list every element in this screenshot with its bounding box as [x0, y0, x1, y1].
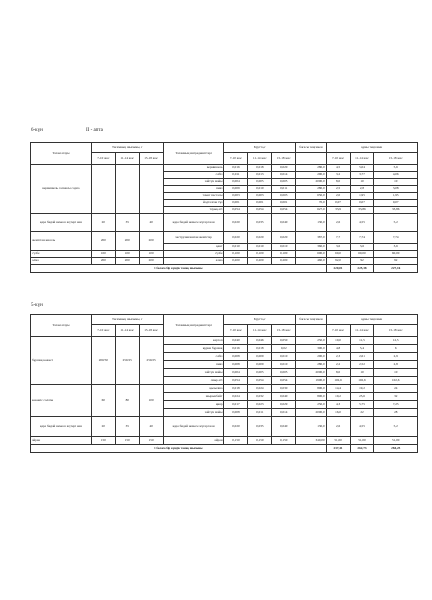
cost-cell: 4,3: [326, 401, 350, 409]
brutto-cell: 0,010: [272, 361, 296, 369]
price-cell: 627,0: [296, 207, 326, 214]
header-brutto: Брутто,г: [224, 315, 296, 325]
dish-name: сүзбе: [31, 251, 92, 258]
cost-cell: 11,5: [350, 337, 374, 345]
brutto-cell: 0,001: [272, 200, 296, 207]
cost-cell: 102,6: [326, 377, 350, 385]
cost-cell: 10: [374, 369, 418, 377]
portion-cell: 60: [91, 385, 115, 417]
brutto-cell: 0,200: [272, 258, 296, 265]
ingredient: шырынбайт: [163, 393, 224, 401]
cost-cell: 51,00: [350, 437, 374, 445]
brutto-cell: 0,001: [248, 200, 272, 207]
price-cell: 2000,0: [296, 409, 326, 417]
brutto-cell: 0,005: [272, 369, 296, 377]
cost-cell: 33,9: [326, 207, 350, 214]
dish-name: алма: [31, 258, 92, 265]
brutto-cell: 0,005: [272, 179, 296, 186]
cost-cell: 14,4: [326, 385, 350, 393]
cost-cell: 92: [350, 258, 374, 265]
day6-week-label: II - апта: [86, 128, 103, 133]
brutto-cell: 0,010: [272, 353, 296, 361]
header-dish: Тағам атауы: [31, 315, 92, 337]
brutto-cell: 0,016: [224, 345, 248, 353]
brutto-cell: 0,020: [224, 232, 248, 244]
cost-cell: 10: [350, 369, 374, 377]
brutto-cell: 0,003: [248, 193, 272, 200]
brutto-cell: 0,150: [272, 437, 296, 445]
price-cell: 280,0: [296, 165, 326, 172]
cost-cell: 10: [374, 179, 418, 186]
brutto-cell: 0,054: [224, 207, 248, 214]
ingredient: томат пастасы: [163, 193, 224, 200]
cost-cell: 60,0: [326, 251, 350, 258]
brutto-cell: 0,100: [224, 251, 248, 258]
ingredient: пияз: [163, 361, 224, 369]
ingredient: айран: [163, 437, 224, 445]
cost-cell: 3,6: [350, 244, 374, 251]
brutto-cell: 0,200: [224, 258, 248, 265]
cost-cell: 4,55: [350, 214, 374, 232]
price-cell: 340,00: [296, 437, 326, 445]
dish-name: вермишель салмасы сорпа: [31, 165, 92, 214]
brutto-cell: 0,010: [224, 244, 248, 251]
portion-cell: 40: [139, 214, 163, 232]
ingredient: зәйтүн майы: [163, 409, 224, 417]
cost-cell: 12,5: [374, 337, 418, 345]
price-cell: 800,0: [296, 393, 326, 401]
cost-cell: 33,86: [350, 207, 374, 214]
cost-cell: 2,52: [350, 361, 374, 369]
portion-cell: 200: [91, 232, 115, 251]
portion-cell: 250/25: [139, 337, 163, 385]
cost-cell: 5,6: [374, 165, 418, 172]
brutto-cell: 0,054: [248, 207, 272, 214]
brutto-cell: 0,005: [248, 179, 272, 186]
cost-cell: 2,8: [350, 186, 374, 193]
brutto-cell: 0,030: [272, 385, 296, 393]
dish-name: айран: [31, 437, 92, 445]
ingredient: йодталған тұз: [163, 200, 224, 207]
header-age-7-10: 7-10 жас: [91, 325, 115, 337]
header-brutto-7-10: 7-10 жас: [224, 325, 248, 337]
cost-cell: 10,0: [326, 337, 350, 345]
cost-cell: 7,25: [374, 401, 418, 409]
portion-cell: 35: [115, 214, 139, 232]
header-price: бағасы теңгемен: [296, 315, 326, 325]
cost-cell: 16,0: [326, 409, 350, 417]
cost-cell: 0,07: [350, 200, 374, 207]
portion-cell: 250/25: [115, 337, 139, 385]
cost-cell: 8,0: [326, 369, 350, 377]
portion-cell: 100: [139, 251, 163, 258]
price-cell: 280,0: [296, 186, 326, 193]
portion-cell: 20: [91, 417, 115, 437]
brutto-cell: 0,018: [248, 345, 272, 353]
brutto-cell: 0,035: [248, 417, 272, 437]
brutto-cell: 0,02: [272, 345, 296, 353]
brutto-cell: 0,050: [272, 337, 296, 345]
header-brutto-11-14: 11-14 жас: [248, 325, 272, 337]
brutto-cell: 0,003: [272, 193, 296, 200]
cost-cell: 60,00: [350, 251, 374, 258]
price-cell: 280,0: [296, 361, 326, 369]
cost-cell: 2,6: [326, 417, 350, 437]
ingredient: зәйтүн майы: [163, 179, 224, 186]
brutto-cell: 0,004: [224, 179, 248, 186]
brutto-cell: 0,008: [224, 409, 248, 417]
ingredient: тауық еті: [163, 207, 224, 214]
cost-cell: 19,2: [350, 385, 374, 393]
header-cost-7-10: 7-10 жас: [326, 325, 350, 337]
ingredient: картоп: [163, 337, 224, 345]
dish-name: қара бидай немесе жүгері нан: [31, 417, 92, 437]
cost-cell: 2,2: [326, 361, 350, 369]
brutto-cell: 0,150: [224, 437, 248, 445]
cost-cell: 7,74: [350, 232, 374, 244]
brutto-cell: 0,010: [248, 186, 272, 193]
brutto-cell: 0,009: [224, 186, 248, 193]
cost-cell: 1,95: [374, 193, 418, 200]
ingredient: вермишель: [163, 165, 224, 172]
brutto-cell: 0,011: [248, 409, 272, 417]
ingredient: қара бидай немесе жүгері нан: [163, 417, 224, 437]
header-cost-11-14: 11-14 жас: [350, 325, 374, 337]
cost-cell: 5,4: [350, 345, 374, 353]
brutto-cell: 0,040: [224, 337, 248, 345]
brutto-cell: 0,011: [224, 172, 248, 179]
brutto-cell: 0,011: [272, 186, 296, 193]
portion-cell: 150: [91, 437, 115, 445]
brutto-cell: 0,010: [272, 244, 296, 251]
cost-cell: 33,86: [374, 207, 418, 214]
price-cell: 2000,0: [296, 369, 326, 377]
brutto-cell: 0,013: [248, 172, 272, 179]
brutto-cell: 0,009: [248, 353, 272, 361]
cost-cell: 4,06: [374, 172, 418, 179]
cost-cell: 102,6: [350, 377, 374, 385]
cost-cell: 0,07: [374, 200, 418, 207]
price-cell: 250,0: [296, 401, 326, 409]
header-brutto-15-18: 15-18 жас: [272, 153, 296, 165]
header-cost-11-14: 11-14 жас: [350, 153, 374, 165]
cost-cell: 2,0: [326, 193, 350, 200]
header-age-11-14: 11-14 жас: [115, 325, 139, 337]
portion-cell: 35: [115, 417, 139, 437]
portion-cell: 150: [139, 437, 163, 445]
brutto-cell: 0,035: [248, 214, 272, 232]
header-cost-15-18: 15-18 жас: [374, 153, 418, 165]
portion-cell: 40: [139, 417, 163, 437]
ingredient: қияр: [163, 401, 224, 409]
cost-cell: 51,00: [326, 437, 350, 445]
total-cost-11-14: 262,73: [350, 445, 374, 453]
total-cost-15-18: 284,25: [374, 445, 418, 453]
dish-name: бұршақ көжесі: [31, 337, 92, 385]
cost-cell: 102,6: [374, 377, 418, 385]
total-cost-15-18: 227,16: [374, 265, 418, 273]
ingredient: сиыр еті: [163, 377, 224, 385]
cost-cell: 5,75: [350, 401, 374, 409]
header-age-15-18: 15-18 жас: [139, 325, 163, 337]
cost-cell: 32: [374, 393, 418, 401]
header-brutto: Брутто,г: [224, 143, 296, 153]
brutto-cell: 0,009: [248, 361, 272, 369]
price-cell: 360,0: [296, 244, 326, 251]
ingredient: сүзбе: [163, 251, 224, 258]
cost-cell: 4,5: [326, 165, 350, 172]
cost-cell: 3,2: [326, 172, 350, 179]
portion-cell: 100: [139, 385, 163, 417]
header-portion: Тағамның шығымы, г: [91, 315, 163, 325]
cost-cell: 5,2: [374, 417, 418, 437]
price-cell: 290,0: [296, 172, 326, 179]
day5-label: 5-күн: [31, 303, 43, 308]
brutto-cell: 0,054: [248, 377, 272, 385]
brutto-cell: 0,018: [224, 385, 248, 393]
brutto-cell: 0,003: [224, 193, 248, 200]
brutto-cell: 0,054: [272, 207, 296, 214]
header-age-7-10: 7-10 жас: [91, 153, 115, 165]
price-cell: 300,0: [296, 345, 326, 353]
cost-cell: 8,0: [326, 179, 350, 186]
cost-cell: 2,3: [326, 353, 350, 361]
header-cost: құны теңгемен: [326, 143, 417, 153]
header-portion: Тағамның шығымы, г: [91, 143, 163, 153]
header-cost: құны теңгемен: [326, 315, 417, 325]
portion-cell: 200/50: [91, 337, 115, 385]
cost-cell: 6: [374, 345, 418, 353]
cost-cell: 25,6: [350, 393, 374, 401]
price-cell: 650,0: [296, 193, 326, 200]
brutto-cell: 0,008: [224, 361, 248, 369]
dish-name: көкөніс салаты: [31, 385, 92, 417]
brutto-cell: 0,008: [224, 353, 248, 361]
brutto-cell: 0,024: [248, 385, 272, 393]
header-cost-15-18: 15-18 жас: [374, 325, 418, 337]
cost-cell: 51,00: [374, 437, 418, 445]
header-brutto-11-14: 11-14 жас: [248, 153, 272, 165]
brutto-cell: 0,020: [248, 232, 272, 244]
cost-cell: 0,07: [326, 200, 350, 207]
brutto-cell: 0,018: [248, 165, 272, 172]
dish-name: қара бидай немесе жүгері нан: [31, 214, 92, 232]
price-cell: 387,0: [296, 232, 326, 244]
cost-cell: 5,2: [374, 214, 418, 232]
cost-cell: 2,9: [374, 353, 418, 361]
price-cell: 600,0: [296, 251, 326, 258]
cost-cell: 2,6: [326, 214, 350, 232]
price-cell: 290,0: [296, 353, 326, 361]
brutto-cell: 0,054: [224, 377, 248, 385]
brutto-cell: 0,017: [224, 401, 248, 409]
cost-cell: 22: [350, 409, 374, 417]
brutto-cell: 0,001: [224, 200, 248, 207]
brutto-cell: 0,020: [224, 214, 248, 232]
ingredient: қант: [163, 244, 224, 251]
portion-cell: 150: [115, 437, 139, 445]
brutto-cell: 0,200: [248, 258, 272, 265]
price-cell: 800,0: [296, 385, 326, 393]
total-cost-7-10: 220,01: [326, 265, 350, 273]
brutto-cell: 0,046: [248, 337, 272, 345]
ingredient: алма: [163, 258, 224, 265]
ingredient: қызылша: [163, 385, 224, 393]
total-label: 1 балаға бір күндік тамақ шығыны: [31, 265, 327, 273]
price-cell: 460,0: [296, 258, 326, 265]
cost-cell: 60,00: [374, 251, 418, 258]
brutto-cell: 0,010: [248, 244, 272, 251]
brutto-cell: 0,023: [248, 401, 272, 409]
brutto-cell: 0,014: [272, 172, 296, 179]
brutto-cell: 0,054: [272, 377, 296, 385]
brutto-cell: 0,020: [272, 165, 296, 172]
portion-cell: 200: [91, 258, 115, 265]
ingredient: қара бидай немесе жүгері нан: [163, 214, 224, 232]
cost-cell: 4,8: [326, 345, 350, 353]
header-brutto-7-10: 7-10 жас: [224, 153, 248, 165]
cost-cell: 2,8: [374, 361, 418, 369]
cost-cell: 7,74: [374, 232, 418, 244]
header-age-15-18: 15-18 жас: [139, 153, 163, 165]
cost-cell: 92,0: [326, 258, 350, 265]
brutto-cell: 0,020: [272, 232, 296, 244]
cost-cell: 7,7: [326, 232, 350, 244]
total-cost-11-14: 225,38: [350, 265, 374, 273]
brutto-cell: 0,040: [272, 214, 296, 232]
day6-label: 6-күн: [31, 128, 43, 133]
brutto-cell: 0,100: [248, 251, 272, 258]
portion-cell: 200: [115, 232, 139, 251]
total-label: 1 балаға бір күндік тамақ шығыны: [31, 445, 327, 453]
cost-cell: 2,5: [326, 186, 350, 193]
brutto-cell: 0,040: [272, 417, 296, 437]
cost-cell: 10: [350, 179, 374, 186]
cost-cell: 3,6: [374, 244, 418, 251]
brutto-cell: 0,020: [224, 417, 248, 437]
brutto-cell: 0,016: [224, 165, 248, 172]
day6-menu-table: [30, 142, 418, 273]
cost-cell: 24: [374, 385, 418, 393]
brutto-cell: 0,040: [272, 393, 296, 401]
portion-cell: 200: [115, 258, 139, 265]
portion-cell: 200: [139, 258, 163, 265]
cost-cell: 28: [374, 409, 418, 417]
portion-cell: 20: [91, 214, 115, 232]
header-brutto-15-18: 15-18 жас: [272, 325, 296, 337]
portion-cell: 100: [115, 251, 139, 258]
ingredient: экструзияланған жемістер: [163, 232, 224, 244]
price-cell: 130,0: [296, 417, 326, 437]
cost-cell: 3,6: [326, 244, 350, 251]
cost-cell: 4,55: [350, 417, 374, 437]
cost-cell: 2,61: [350, 353, 374, 361]
cost-cell: 92: [374, 258, 418, 265]
cost-cell: 19,2: [326, 393, 350, 401]
cost-cell: 5,04: [350, 165, 374, 172]
day5-menu-table: [30, 314, 418, 453]
portion-cell: 200: [139, 232, 163, 251]
brutto-cell: 0,150: [248, 437, 272, 445]
header-cost-7-10: 7-10 жас: [326, 153, 350, 165]
brutto-cell: 0,004: [224, 369, 248, 377]
ingredient: сәбіз: [163, 353, 224, 361]
price-cell: 130,0: [296, 214, 326, 232]
brutto-cell: 0,014: [272, 409, 296, 417]
header-ingredients: Тағамның ингредиенттері: [163, 143, 224, 165]
header-dish: Тағам атауы: [31, 143, 92, 165]
portion-cell: 80: [115, 385, 139, 417]
total-cost-7-10: 237,41: [326, 445, 350, 453]
cost-cell: 3,77: [350, 172, 374, 179]
ingredient: құрма бұршақ: [163, 345, 224, 353]
brutto-cell: 0,024: [224, 393, 248, 401]
cost-cell: 3,08: [374, 186, 418, 193]
header-price: бағасы теңгемен: [296, 143, 326, 153]
header-ingredients: Тағамның ингредиенттері: [163, 315, 224, 337]
price-cell: 70,0: [296, 200, 326, 207]
brutto-cell: 0,032: [248, 393, 272, 401]
brutto-cell: 0,100: [272, 251, 296, 258]
price-cell: 1900,0: [296, 377, 326, 385]
cost-cell: 1,95: [350, 193, 374, 200]
price-cell: 2000,0: [296, 179, 326, 186]
brutto-cell: 0,005: [248, 369, 272, 377]
ingredient: зәйтүн майы: [163, 369, 224, 377]
header-age-11-14: 11-14 жас: [115, 153, 139, 165]
portion-cell: 100: [91, 251, 115, 258]
brutto-cell: 0,029: [272, 401, 296, 409]
ingredient: пияз: [163, 186, 224, 193]
price-cell: 250,0: [296, 337, 326, 345]
ingredient: сәбіз: [163, 172, 224, 179]
dish-name: жемістен кисель: [31, 232, 92, 251]
